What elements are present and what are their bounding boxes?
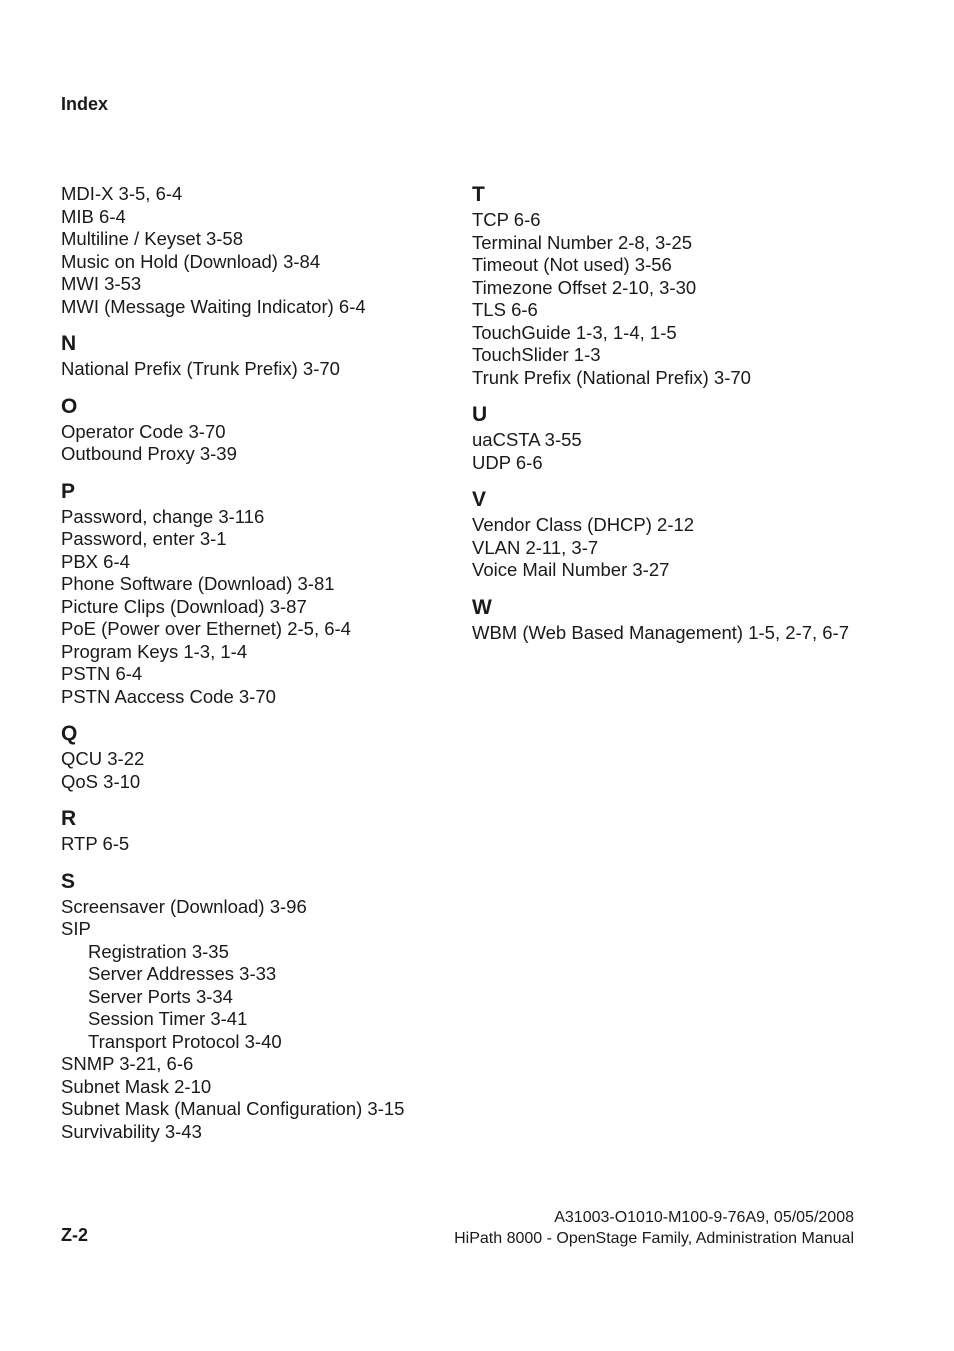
manual-title: HiPath 8000 - OpenStage Family, Administration Manual [454, 1230, 854, 1247]
section-letter: S [61, 869, 76, 893]
section-letter: Q [61, 722, 78, 745]
index-entry: Picture Clips (Download) 3-87 [61, 595, 307, 617]
index-section-w [472, 596, 872, 645]
index-subentry: Server Ports 3-34 [88, 985, 233, 1007]
index-section-q [61, 722, 451, 793]
index-entry: Timeout (Not used) 3-56 [472, 254, 672, 275]
index-entry: TLS 6-6 [472, 299, 538, 320]
index-column-left [61, 183, 451, 1143]
section-letter: O [61, 394, 78, 418]
index-entry: Program Keys 1-3, 1-4 [61, 640, 248, 662]
index-entry: QoS 3-10 [61, 770, 141, 792]
index-section-r [61, 807, 451, 856]
page-number: Z-2 [61, 1225, 88, 1245]
index-entry: Terminal Number 2-8, 3-25 [472, 231, 693, 253]
index-entry: uaCSTA 3-55 [472, 429, 582, 450]
index-section-n [61, 332, 451, 381]
section-letter: R [61, 807, 77, 830]
index-entry: MDI-X 3-5, 6-4 [61, 183, 183, 204]
running-header-title: Index [61, 94, 109, 114]
index-subentry: Transport Protocol 3-40 [88, 1030, 282, 1052]
index-subentry: Registration 3-35 [88, 940, 229, 962]
index-entry: TouchSlider 1-3 [472, 344, 601, 365]
index-section-t [472, 183, 872, 389]
index-entry: QCU 3-22 [61, 748, 145, 769]
index-entry: SNMP 3-21, 6-6 [61, 1053, 194, 1074]
index-entry: PSTN 6-4 [61, 663, 143, 684]
index-entry: Survivability 3-43 [61, 1120, 202, 1142]
section-letter: T [472, 183, 485, 206]
footer-document-info [454, 1207, 854, 1249]
index-entry: PoE (Power over Ethernet) 2-5, 6-4 [61, 618, 351, 639]
index-entry: Subnet Mask (Manual Configuration) 3-15 [61, 1098, 405, 1119]
index-entry: Vendor Class (DHCP) 2-12 [472, 514, 695, 535]
index-entry: Screensaver (Download) 3-96 [61, 895, 307, 917]
index-entry: Password, enter 3-1 [61, 528, 227, 549]
section-letter: W [472, 595, 492, 619]
index-section-o [61, 395, 451, 466]
index-entry: VLAN 2-11, 3-7 [472, 536, 599, 558]
index-entry: WBM (Web Based Management) 1-5, 2-7, 6-7 [472, 621, 850, 643]
section-letter: U [472, 403, 488, 426]
index-entry: Operator Code 3-70 [61, 420, 226, 442]
document-id: A31003-O1010-M100-9-76A9, 05/05/2008 [554, 1209, 854, 1226]
index-entry: TouchGuide 1-3, 1-4, 1-5 [472, 321, 677, 343]
section-letter: P [61, 479, 76, 503]
index-subentry: Server Addresses 3-33 [88, 963, 277, 984]
index-section-m-continued [61, 183, 451, 318]
index-subentry: Session Timer 3-41 [88, 1008, 248, 1029]
index-entry: Subnet Mask 2-10 [61, 1075, 212, 1097]
index-entry: Multiline / Keyset 3-58 [61, 228, 244, 249]
index-entry: Music on Hold (Download) 3-84 [61, 250, 321, 272]
index-entry: MIB 6-4 [61, 205, 126, 227]
section-letter: N [61, 332, 77, 355]
index-entry: National Prefix (Trunk Prefix) 3-70 [61, 358, 340, 379]
index-entry: Phone Software (Download) 3-81 [61, 573, 335, 594]
index-entry: Trunk Prefix (National Prefix) 3-70 [472, 366, 751, 388]
index-section-v [472, 488, 872, 582]
index-section-p [61, 480, 451, 709]
index-column-right [472, 183, 872, 644]
index-entry: Timezone Offset 2-10, 3-30 [472, 276, 697, 298]
index-entry: PBX 6-4 [61, 550, 130, 572]
index-entry: SIP [61, 918, 91, 939]
index-section-u [472, 403, 872, 474]
index-entry: RTP 6-5 [61, 833, 130, 854]
section-letter: V [472, 488, 487, 511]
index-entry: MWI 3-53 [61, 273, 142, 294]
index-entry: UDP 6-6 [472, 451, 543, 473]
index-entry: MWI (Message Waiting Indicator) 6-4 [61, 295, 366, 317]
index-entry: Outbound Proxy 3-39 [61, 443, 237, 464]
index-entry: PSTN Aaccess Code 3-70 [61, 685, 276, 707]
index-entry: Password, change 3-116 [61, 505, 265, 527]
index-entry: TCP 6-6 [472, 209, 541, 230]
index-entry: Voice Mail Number 3-27 [472, 559, 670, 580]
index-section-s [61, 870, 451, 1144]
